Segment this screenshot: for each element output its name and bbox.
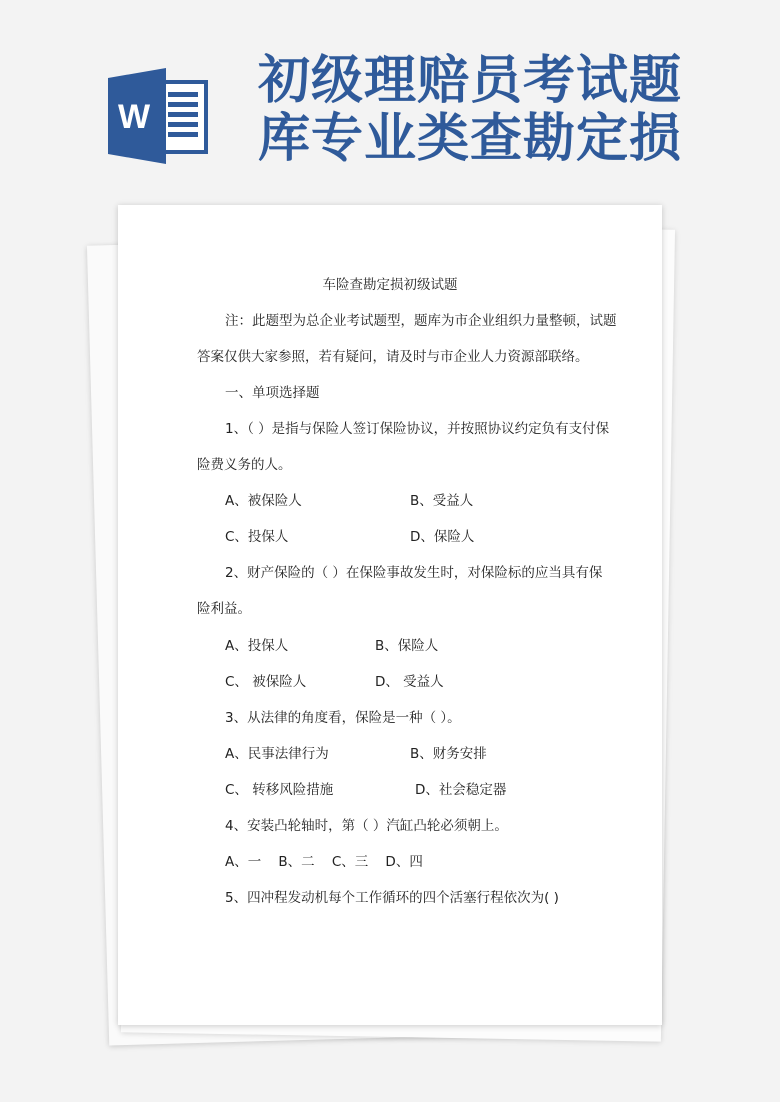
option: A、投保人 xyxy=(225,638,289,654)
word-icon xyxy=(108,68,208,164)
option: C、 被保险人 xyxy=(225,674,307,690)
title-line-1: 初级理赔员考试题 xyxy=(258,50,683,111)
question-2: 2、财产保险的（ ）在保险事故发生时，对保险标的应当具有保 xyxy=(225,565,603,581)
question-5: 5、四冲程发动机每个工作循环的四个活塞行程依次为( ) xyxy=(225,890,559,906)
section-heading: 一、单项选择题 xyxy=(225,385,320,401)
question-4: 4、安装凸轮轴时，第（ ）汽缸凸轮必须朝上。 xyxy=(225,818,508,834)
question-3: 3、从法律的角度看，保险是一种（ ）。 xyxy=(225,710,461,726)
page-title xyxy=(258,52,682,168)
option: A、民事法律行为 xyxy=(225,746,329,762)
note-line: 注：此题型为总企业考试题型，题库为市企业组织力量整顿，试题 xyxy=(225,313,617,329)
document-page xyxy=(118,205,662,1025)
option: B、财务安排 xyxy=(410,746,487,762)
option: D、保险人 xyxy=(410,529,475,545)
option: C、 转移风险措施 xyxy=(225,782,334,798)
option: C、投保人 xyxy=(225,529,289,545)
svg-text:W: W xyxy=(117,98,151,136)
option: D、 受益人 xyxy=(375,674,444,690)
option: A、被保险人 xyxy=(225,493,302,509)
option: B、受益人 xyxy=(410,493,474,509)
option: D、社会稳定器 xyxy=(415,782,507,798)
title-line-2: 库专业类查勘定损 xyxy=(258,108,683,169)
question-1: 1、（ ）是指与保险人签订保险协议，并按照协议约定负有支付保 xyxy=(225,421,610,437)
question-2-cont: 险利益。 xyxy=(197,601,251,617)
document-title: 车险查勘定损初级试题 xyxy=(322,277,458,293)
options-inline: A、一 B、二 C、三 D、四 xyxy=(225,854,423,870)
question-1-cont: 险费义务的人。 xyxy=(197,457,292,473)
note-line: 答案仅供大家参照，若有疑问，请及时与市企业人力资源部联络。 xyxy=(197,349,589,365)
option: B、保险人 xyxy=(375,638,439,654)
